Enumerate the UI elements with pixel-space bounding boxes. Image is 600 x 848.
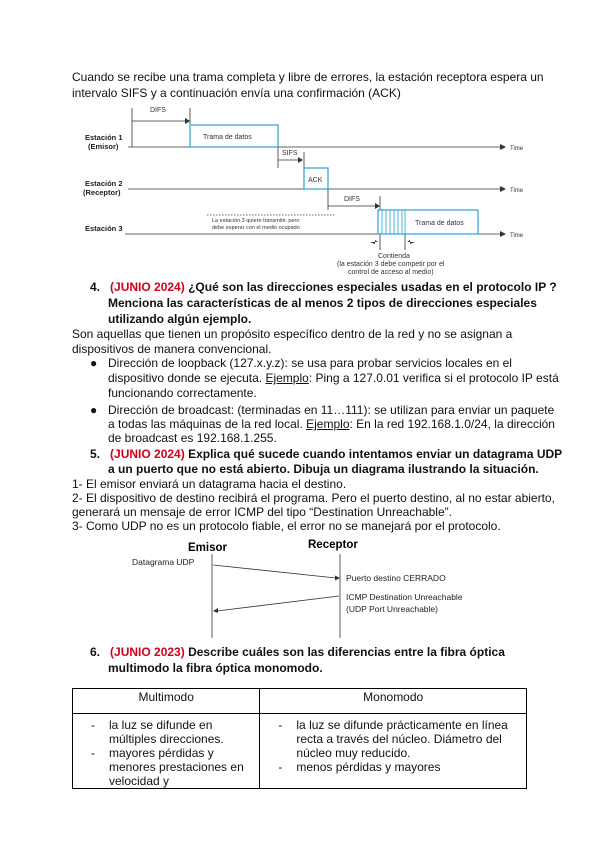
- answer-4: Son aquellas que tienen un propósito específico dentro de la red y no se asignan a: [72, 327, 513, 341]
- question-5: 5. (JUNIO 2024) Explica qué sucede cuando intentamos enviar un datagrama UDP: [90, 447, 563, 461]
- difs-label: DIFS: [150, 107, 166, 114]
- datagram-label: Datagrama UDP: [132, 557, 195, 567]
- time-label: Time: [510, 233, 524, 239]
- question-4-line: utilizando algún ejemplo.: [108, 312, 252, 326]
- bullet-broadcast: Dirección de broadcast: (terminadas en 11…111): se utilizan para enviar un paquete: [108, 403, 555, 417]
- station1-label: Estación 1: [85, 133, 123, 142]
- station2-sub: (Receptor): [83, 188, 121, 197]
- contention-label: Contienda: [378, 253, 410, 260]
- bullet-loopback: Dirección de loopback (127.x.y.z): se usa para probar servicios locales en el: [108, 356, 512, 370]
- question-6-line: multimodo la fibra óptica monomodo.: [108, 661, 323, 675]
- answer-5: 1- El emisor enviará un datagrama hacia el destino.: [72, 477, 347, 491]
- closed-port-label: Puerto destino CERRADO: [346, 573, 446, 583]
- time-label: Time: [510, 146, 524, 152]
- data-frame-label: Trama de datos: [203, 134, 252, 141]
- bullet: ●: [90, 356, 98, 370]
- table-header: Multimodo: [73, 689, 260, 714]
- intro-line: Cuando se recibe una trama completa y libre de errores, la estación receptora espera un: [72, 70, 544, 84]
- wait-note: La estación 3 quiere transmitir, pero: [212, 218, 300, 224]
- data-frame-label: Trama de datos: [415, 220, 464, 227]
- difs-label: DIFS: [344, 196, 360, 203]
- contention-note: control de acceso al medio): [348, 269, 434, 276]
- station1-sub: (Emisor): [88, 142, 119, 151]
- station3-label: Estación 3: [85, 224, 123, 233]
- sifs-label: SIFS: [282, 150, 298, 157]
- bullet-loopback: dispositivo donde se ejecuta. Ejemplo: Ping a 127.0.01 verifica si el protocolo IP está: [108, 371, 559, 385]
- wait-note: debe esperar con el medio ocupado: [212, 225, 300, 231]
- emisor-label: Emisor: [188, 542, 227, 554]
- question-4-line: Menciona las características de al menos 2 tipos de direcciones especiales: [108, 296, 537, 310]
- list-item: - menos pérdidas y mayores: [278, 760, 520, 774]
- bullet-loopback: funcionando correctamente.: [108, 386, 257, 400]
- fiber-comparison-table: [72, 688, 527, 789]
- answer-5: generará un mensaje de error ICMP del tipo “Destination Unreachable”.: [72, 505, 452, 519]
- csma-ca-timing-diagram: [70, 100, 530, 278]
- contention-note: (la estación 3 debe competir por el: [337, 261, 445, 268]
- question-6: 6. (JUNIO 2023) Describe cuáles son las diferencias entre la fibra óptica: [90, 645, 505, 659]
- receptor-label: Receptor: [308, 539, 358, 551]
- table-header: Monomodo: [260, 689, 527, 714]
- intro-line: intervalo SIFS y a continuación envía una confirmación (ACK): [72, 86, 401, 100]
- bullet: ●: [90, 403, 98, 417]
- list-item: - mayores pérdidas y menores prestaciones en velocidad y: [91, 746, 253, 788]
- udp-sequence-diagram: [120, 534, 500, 640]
- answer-4: dispositivos de manera convencional.: [72, 342, 272, 356]
- bullet-broadcast: a todas las máquinas de la red local. Ejemplo: En la red 192.168.1.0/24, la dirección: [108, 417, 555, 431]
- time-label: Time: [510, 188, 524, 194]
- icmp-label: ICMP Destination Unreachable: [346, 592, 463, 602]
- answer-5: 3- Como UDP no es un protocolo fiable, el error no se manejará por el protocolo.: [72, 519, 501, 533]
- answer-5: 2- El dispositivo de destino recibirá el programa. Pero el puerto destino, al no estar abierto,: [72, 491, 555, 505]
- question-4: 4. (JUNIO 2024) ¿Qué son las direcciones especiales usadas en el protocolo IP ?: [90, 280, 557, 294]
- question-5-line: a un puerto que no está abierto. Dibuja un diagrama ilustrando la situación.: [108, 462, 539, 476]
- ack-label: ACK: [308, 177, 323, 184]
- table-cell: [73, 714, 260, 789]
- list-item: - la luz se difunde prácticamente en línea recta a través del núcleo. Diámetro del núcleo muy reducido.: [278, 718, 520, 760]
- station2-label: Estación 2: [85, 179, 123, 188]
- list-item: - la luz se difunde en múltiples direcciones.: [91, 718, 253, 746]
- bullet-broadcast: de broadcast es 192.168.1.255.: [108, 431, 277, 445]
- icmp-label: (UDP Port Unreachable): [346, 604, 438, 614]
- table-cell: [260, 714, 527, 789]
